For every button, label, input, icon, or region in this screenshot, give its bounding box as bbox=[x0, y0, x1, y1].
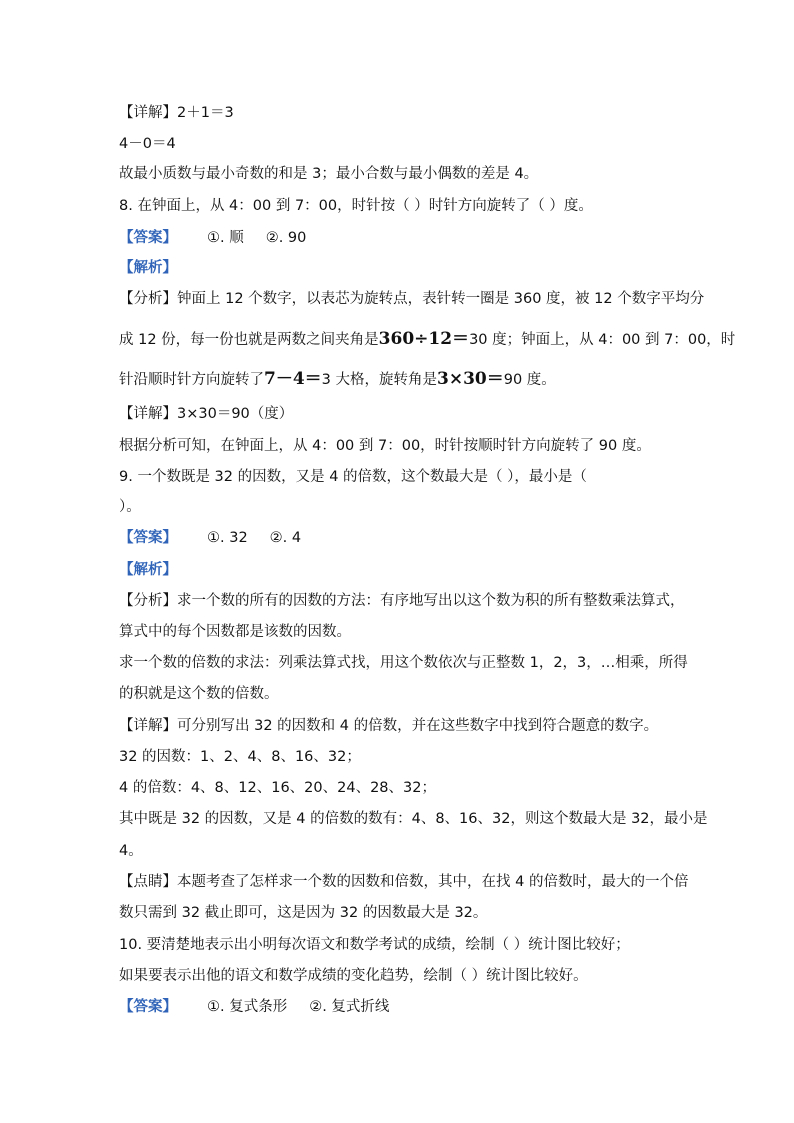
detail-label: 【详解】 bbox=[119, 105, 177, 121]
q8-detail-line-2: 根据分析可知，在钟面上，从 4：00 到 7：00，时针按顺时针方向旋转了 90 度。 bbox=[119, 438, 651, 454]
q9-question-line-2: ）。 bbox=[119, 499, 141, 515]
formula: 7－4＝ bbox=[264, 369, 322, 389]
formula: 360÷12＝ bbox=[378, 329, 470, 349]
formula: 3×30＝ bbox=[437, 369, 504, 389]
q9-fenxi-line-4: 的积就是这个数的倍数。 bbox=[119, 686, 279, 702]
answer-option-2: ②. 复式折线 bbox=[309, 999, 390, 1015]
answer-label: 【答案】 bbox=[119, 999, 177, 1015]
q9-analysis-label bbox=[119, 560, 177, 580]
fenxi-text: 求一个数的所有的因数的方法：有序地写出以这个数为积的所有整数乘法算式， bbox=[177, 593, 685, 609]
dianjing-label: 【点睛】 bbox=[119, 874, 177, 890]
q9-dianjing-line-2: 数只需到 32 截止即可，这是因为 32 的因数最大是 32。 bbox=[119, 905, 488, 921]
fenxi-text: 3 大格，旋转角是 bbox=[321, 372, 438, 388]
q9-fenxi-line-2: 算式中的每个因数都是该数的因数。 bbox=[119, 624, 351, 640]
detail-label: 【详解】 bbox=[119, 718, 177, 734]
q9-dianjing-line-1 bbox=[119, 872, 688, 892]
q9-detail-line-2: 32 的因数：1、2、4、8、16、32； bbox=[119, 749, 361, 765]
q9-fenxi-line-3: 求一个数的倍数的求法：列乘法算式找，用这个数依次与正整数 1，2，3，…相乘，所得 bbox=[119, 655, 688, 671]
q9-answer-line bbox=[119, 528, 301, 548]
q10-question-line-2: 如果要表示出他的语文和数学成绩的变化趋势，绘制（ ）统计图比较好。 bbox=[119, 968, 588, 984]
q8-fenxi-line-2 bbox=[119, 329, 735, 350]
q9-detail-line-5: 4。 bbox=[119, 843, 143, 859]
q8-answer-line bbox=[119, 228, 306, 248]
answer-label: 【答案】 bbox=[119, 530, 177, 546]
answer-label: 【答案】 bbox=[119, 230, 177, 246]
answer-option-1: ①. 32 bbox=[207, 530, 248, 546]
q9-fenxi-line-1 bbox=[119, 591, 685, 611]
q9-detail-line-3: 4 的倍数：4、8、12、16、20、24、28、32； bbox=[119, 780, 436, 796]
q8-fenxi-line-1 bbox=[119, 289, 704, 309]
analysis-label: 【解析】 bbox=[119, 562, 177, 578]
q8-detail-line bbox=[119, 404, 293, 424]
q8-question: 8. 在钟面上，从 4：00 到 7：00，时针按（ ）时针方向旋转了（ ）度。 bbox=[119, 198, 593, 214]
q10-question-line-1: 10. 要清楚地表示出小明每次语文和数学考试的成绩，绘制（ ）统计图比较好； bbox=[119, 937, 630, 953]
q10-answer-line bbox=[119, 997, 389, 1017]
q7-detail-line bbox=[119, 103, 234, 123]
fenxi-label: 【分析】 bbox=[119, 291, 177, 307]
detail-text: 3×30＝90（度） bbox=[177, 406, 294, 422]
detail-text: 2＋1＝3 bbox=[177, 105, 234, 121]
fenxi-text: 针沿顺时针方向旋转了 bbox=[119, 372, 264, 388]
q7-detail-line-2: 4－0＝4 bbox=[119, 136, 176, 152]
analysis-label: 【解析】 bbox=[119, 260, 177, 276]
q8-analysis-label bbox=[119, 258, 177, 278]
answer-option-1: ①. 顺 bbox=[207, 230, 244, 246]
fenxi-text: 钟面上 12 个数字，以表芯为旋转点，表针转一圈是 360 度，被 12 个数字平均分 bbox=[177, 291, 705, 307]
fenxi-text: 30 度；钟面上，从 4：00 到 7：00，时 bbox=[469, 332, 736, 348]
q7-conclusion: 故最小质数与最小奇数的和是 3；最小合数与最小偶数的差是 4。 bbox=[119, 166, 539, 182]
q9-detail-line bbox=[119, 716, 658, 736]
fenxi-text: 成 12 份，每一份也就是两数之间夹角是 bbox=[119, 332, 379, 348]
q9-question-line-1: 9. 一个数既是 32 的因数，又是 4 的倍数，这个数最大是（ ），最小是（ bbox=[119, 469, 587, 485]
answer-option-1: ①. 复式条形 bbox=[207, 999, 288, 1015]
detail-label: 【详解】 bbox=[119, 406, 177, 422]
q8-fenxi-line-3 bbox=[119, 369, 556, 390]
q9-detail-line-4: 其中既是 32 的因数，又是 4 的倍数的数有：4、8、16、32，则这个数最大是 32，最小是 bbox=[119, 811, 708, 827]
fenxi-label: 【分析】 bbox=[119, 593, 177, 609]
answer-option-2: ②. 90 bbox=[265, 230, 307, 246]
answer-option-2: ②. 4 bbox=[269, 530, 302, 546]
dianjing-text: 本题考查了怎样求一个数的因数和倍数，其中，在找 4 的倍数时，最大的一个倍 bbox=[177, 874, 689, 890]
detail-text: 可分别写出 32 的因数和 4 的倍数，并在这些数字中找到符合题意的数字。 bbox=[177, 718, 659, 734]
fenxi-text: 90 度。 bbox=[503, 372, 556, 388]
